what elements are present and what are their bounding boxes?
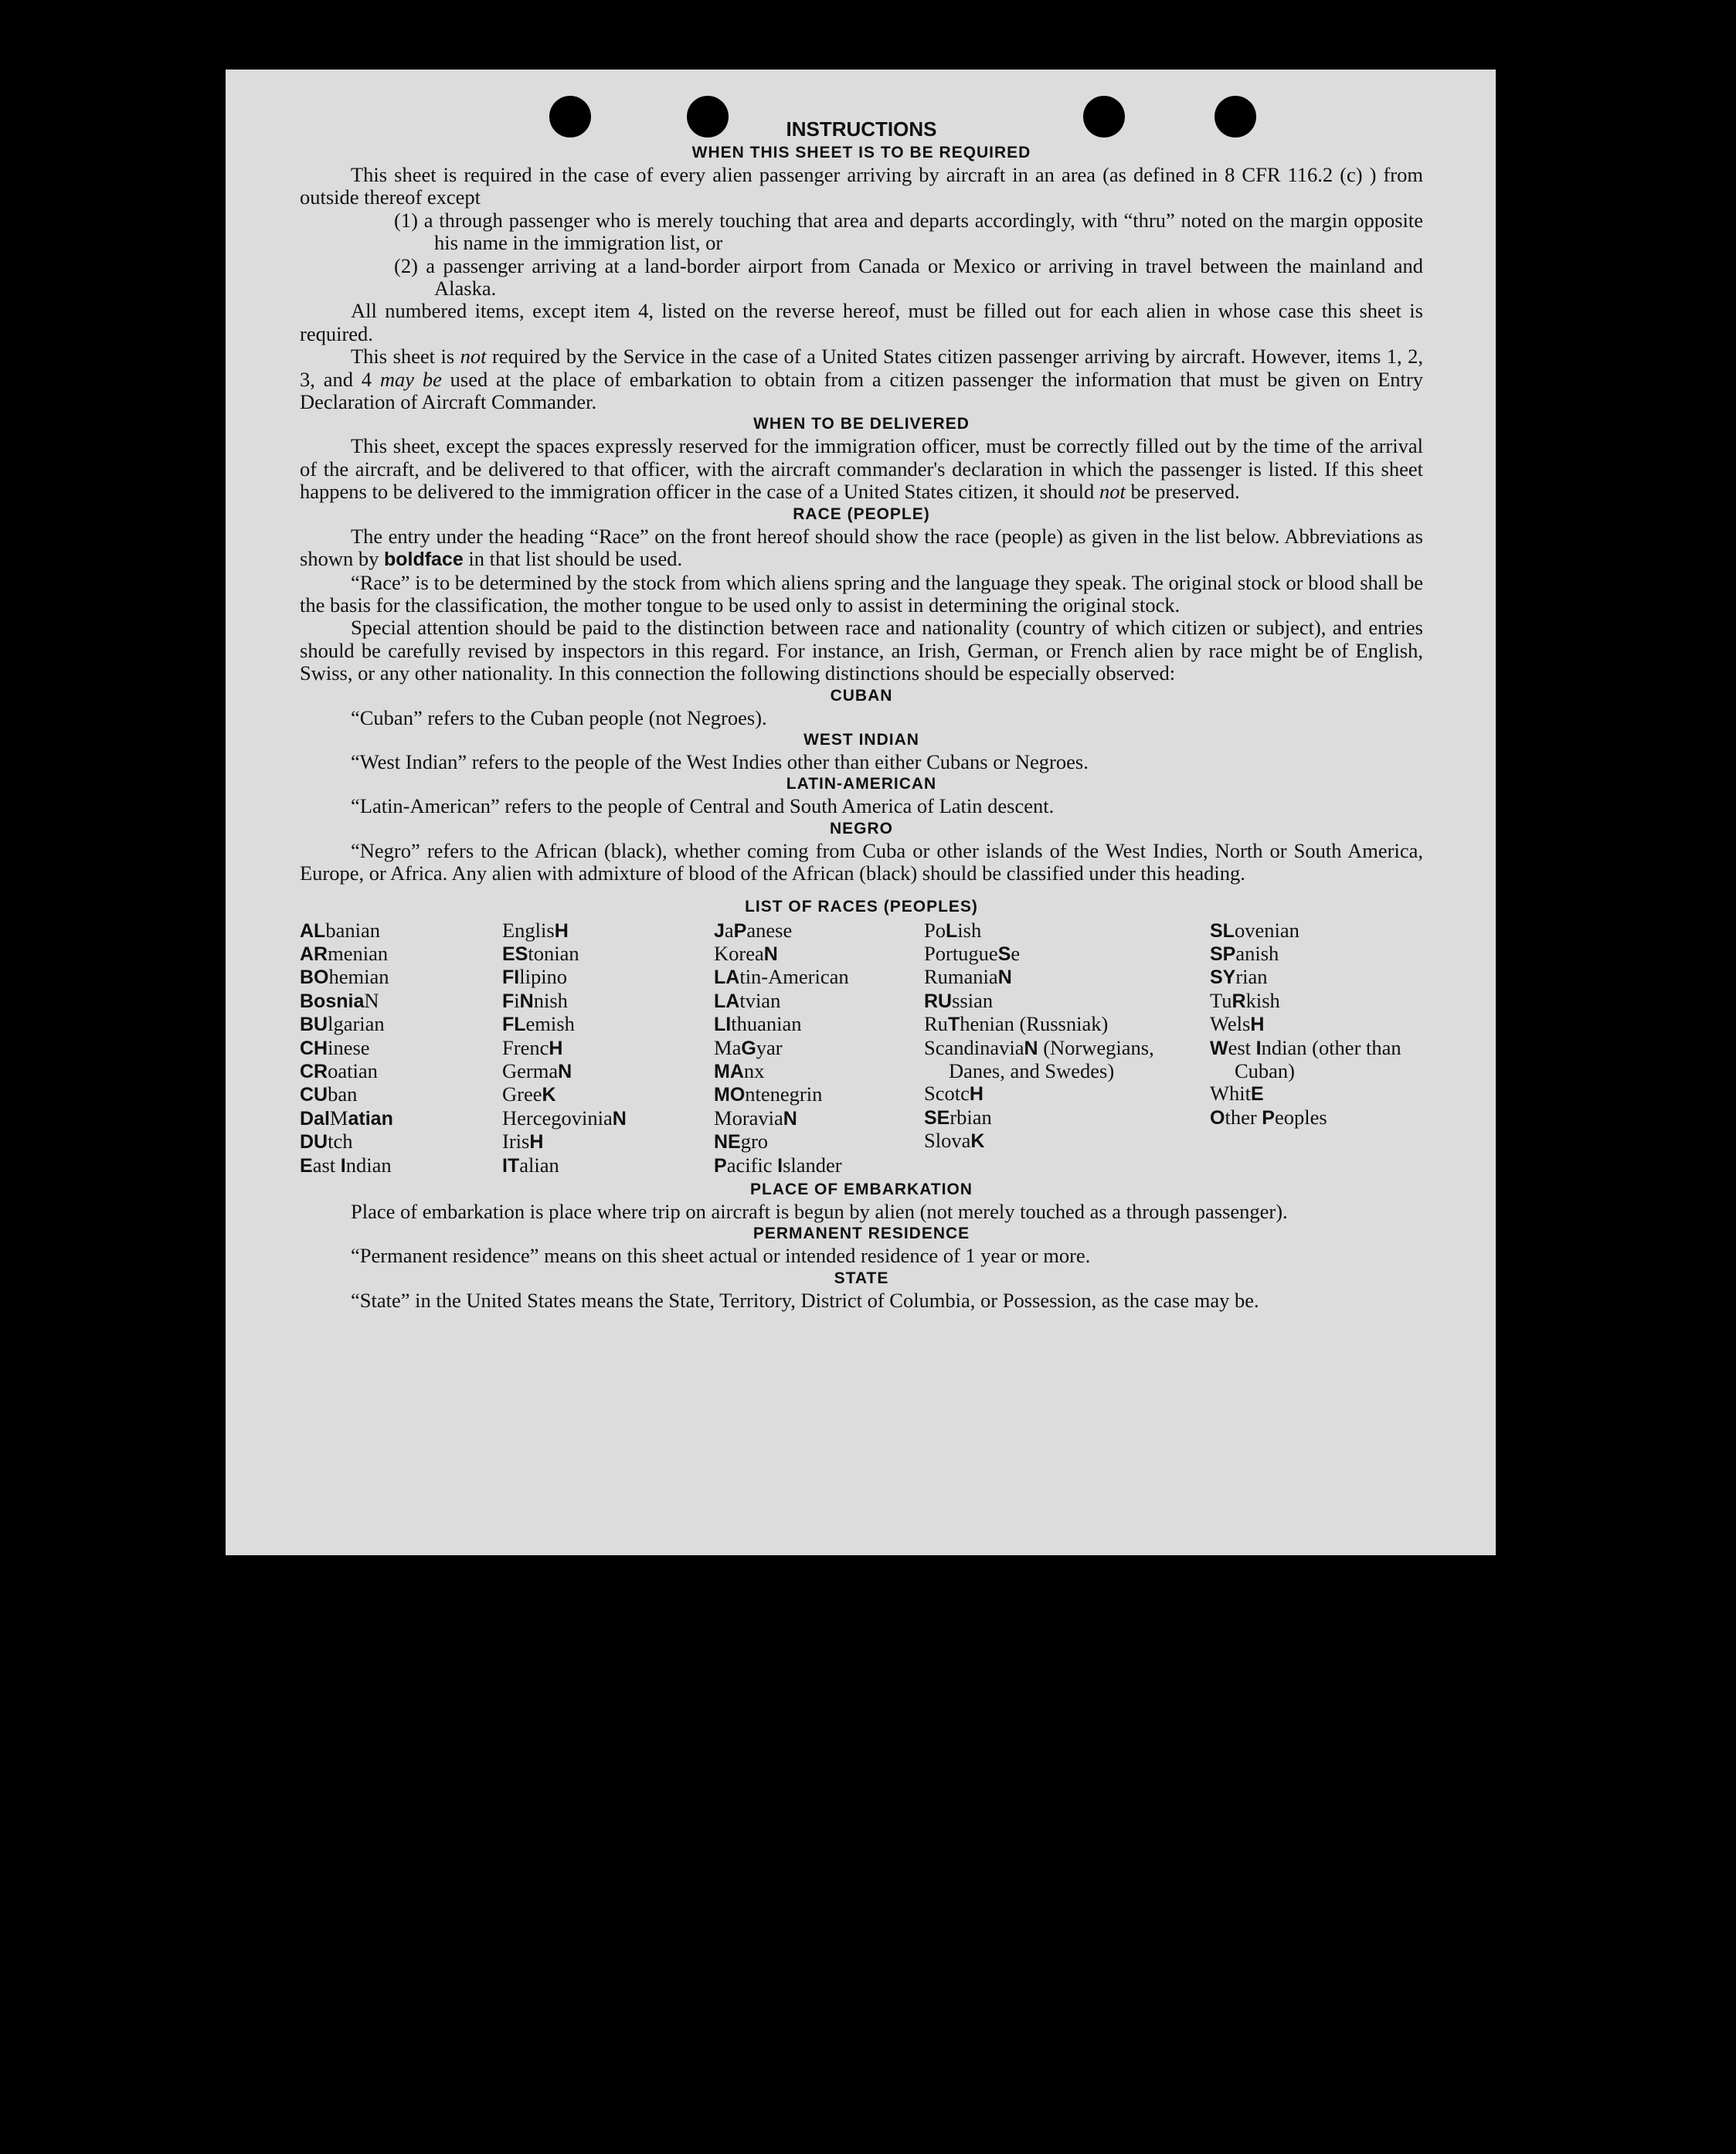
text-run: The entry under the heading “Race” on the front hereof should show the race (people) as given in the list below. Abbreviations as shown by — [300, 524, 1423, 571]
race-entry: RUssian — [924, 988, 994, 1012]
paragraph — [300, 345, 1423, 413]
race-entry: FrencH — [502, 1035, 563, 1059]
race-entry: Pacific Islander — [714, 1153, 842, 1177]
paragraph: Special attention should be paid to the distinction between race and nationality (country of which citizen or subject), and entries should be carefully revised by inspectors in this regard. For instance, an Irish, German, or French alien by race might be of English, Swiss, or any other nationality. In this connection the following distinctions should be especially observed: — [300, 616, 1423, 685]
race-entry: EStonian — [502, 941, 579, 965]
race-entry: ScandinaviaN (Norwegians, Danes, and Swedes) — [924, 1035, 1154, 1082]
race-entry: SPanish — [1210, 941, 1279, 965]
section-heading-west-indian: WEST INDIAN — [803, 730, 919, 749]
paragraph: “Permanent residence” means on this sheet actual or intended residence of 1 year or more. — [351, 1244, 1091, 1268]
race-entry: ScotcH — [924, 1082, 984, 1106]
race-entry: FLemish — [502, 1012, 575, 1036]
paragraph: “Race” is to be determined by the stock from which aliens spring and the language they speak. The original stock or blood shall be the basis for the classification, the mother tongue to be used only to assist in determining the original stock. — [300, 570, 1423, 617]
race-entry: LAtin-American — [714, 965, 849, 989]
race-entry: HercegoviniaN — [502, 1106, 627, 1130]
race-entry: RuThenian (Russniak) — [924, 1012, 1109, 1036]
race-entry: ALbanian — [300, 918, 380, 942]
race-entry: DUtch — [300, 1130, 353, 1153]
text-run: required by the Service in the case of a United States citizen passenger arriving by aircraft. However, items 1, 2, 3, and 4 — [300, 345, 1423, 391]
italic-text: may be — [379, 367, 442, 391]
race-entry: Other Peoples — [1210, 1105, 1327, 1129]
race-entry: WelsH — [1210, 1012, 1265, 1036]
race-entry: GermaN — [502, 1059, 572, 1082]
text-run: used at the place of embarkation to obtain from a citizen passenger the information that must be given on Entry Declaration of Aircraft Commander. — [300, 367, 1423, 414]
race-entry: IrisH — [502, 1130, 544, 1153]
races-column — [502, 919, 714, 1177]
race-entry: RumaniaN — [924, 965, 1012, 989]
race-entry: PortugueSe — [924, 941, 1021, 965]
races-column — [1210, 919, 1423, 1177]
race-entry: LIthuanian — [714, 1012, 802, 1036]
race-entry: WhitE — [1210, 1082, 1264, 1106]
race-entry: ARmenian — [300, 941, 389, 965]
text-run: This sheet, except the spaces expressly reserved for the immigration officer, must be correctly filled out by the time of the arrival of the aircraft, and be delivered to that officer, with the aircraft commander's declaration in which the passenger is listed. If this sheet happens to be delivered to the immigration officer in the case of a United States citizen, it should — [300, 434, 1423, 504]
race-entry: MAnx — [714, 1059, 765, 1082]
section-heading-embarkation: PLACE OF EMBARKATION — [750, 1181, 973, 1199]
section-heading-race: RACE (PEOPLE) — [793, 505, 930, 523]
race-entry: MOntenegrin — [714, 1082, 823, 1106]
race-entry: FIlipino — [502, 965, 568, 989]
document-sheet — [226, 70, 1496, 1555]
instructions-content — [300, 116, 1423, 1312]
race-entry: MoraviaN — [714, 1106, 797, 1130]
race-entry: PoLish — [924, 918, 982, 942]
race-entry: MaGyar — [714, 1035, 783, 1059]
section-heading-negro: NEGRO — [829, 819, 893, 837]
italic-text: not — [1099, 480, 1126, 504]
paragraph — [300, 435, 1423, 503]
race-entry: JaPanese — [714, 918, 793, 942]
races-column — [300, 919, 502, 1177]
race-entry: CHinese — [300, 1035, 370, 1059]
race-entry: ITalian — [502, 1153, 559, 1177]
section-heading-residence: PERMANENT RESIDENCE — [752, 1225, 970, 1243]
race-entry: FiNnish — [502, 988, 568, 1012]
section-heading-latin-american: LATIN-AMERICAN — [786, 775, 937, 793]
race-entry: KoreaN — [714, 941, 778, 965]
section-heading-when-delivered: WHEN TO BE DELIVERED — [753, 415, 970, 433]
paragraph: “Cuban” refers to the Cuban people (not Negroes). — [351, 705, 767, 729]
races-column — [714, 919, 924, 1177]
bold-text: boldface — [383, 549, 464, 571]
section-heading-state: STATE — [834, 1269, 889, 1287]
race-entry: EnglisH — [502, 918, 569, 942]
race-entry: NEgro — [714, 1130, 769, 1153]
race-entry: DalMatian — [300, 1106, 393, 1130]
text-run: This sheet is — [351, 345, 460, 369]
races-column — [924, 919, 1210, 1177]
race-entry: West Indian (other than Cuban) — [1210, 1035, 1401, 1082]
race-entry: BUlgarian — [300, 1012, 385, 1036]
race-entry: GreeK — [502, 1082, 556, 1106]
section-heading-cuban: CUBAN — [830, 686, 893, 705]
paragraph: “Latin-American” refers to the people of Central and South America of Latin descent. — [351, 794, 1055, 818]
race-entry: East Indian — [300, 1153, 392, 1177]
text-run: in that list should be used. — [463, 547, 683, 571]
race-entry: LAtvian — [714, 988, 781, 1012]
paragraph: “Negro” refers to the African (black), whether coming from Cuba or other islands of the West Indies, North or South America, Europe, or Africa. Any alien with admixture of blood of the African (black) should be classified under this heading. — [300, 838, 1423, 885]
race-entry: SlovaK — [924, 1129, 985, 1153]
race-entry: BOhemian — [300, 965, 389, 989]
paragraph: Place of embarkation is place where trip on aircraft is begun by alien (not merely touched as a through passenger). — [351, 1200, 1288, 1224]
paragraph: “West Indian” refers to the people of the West Indies other than either Cubans or Negroes. — [351, 749, 1089, 773]
race-entry: BosniaN — [300, 988, 379, 1012]
race-entry: CUban — [300, 1082, 358, 1106]
list-item: (2) a passenger arriving at a land-border airport from Canada or Mexico or arriving in travel between the mainland and Alaska. — [394, 253, 1423, 301]
race-entry: SYrian — [1210, 965, 1268, 989]
race-entry: SErbian — [924, 1105, 992, 1129]
list-item: (1) a through passenger who is merely touching that area and departs accordingly, with “thru” noted on the margin opposite his name in the immigration list, or — [394, 208, 1423, 255]
italic-text: not — [460, 345, 487, 369]
paragraph — [300, 525, 1423, 572]
race-entry: SLovenian — [1210, 918, 1299, 942]
paragraph: This sheet is required in the case of every alien passenger arriving by aircraft in an area (as defined in 8 CFR 116.2 (c) ) from outside thereof except — [300, 163, 1423, 209]
text-run: be preserved. — [1125, 480, 1240, 504]
section-heading-when-required: WHEN THIS SHEET IS TO BE REQUIRED — [691, 144, 1031, 161]
section-heading-list-of-races: LIST OF RACES (PEOPLES) — [745, 897, 978, 916]
paragraph: All numbered items, except item 4, listed on the reverse hereof, must be filled out for each alien in whose case this sheet is required. — [300, 299, 1423, 345]
page-title: INSTRUCTIONS — [786, 117, 937, 141]
races-list — [300, 919, 1423, 1177]
race-entry: CRoatian — [300, 1059, 378, 1082]
paragraph: “State” in the United States means the State, Territory, District of Columbia, or Possession, as the case may be. — [351, 1288, 1259, 1312]
race-entry: TuRkish — [1210, 988, 1280, 1012]
